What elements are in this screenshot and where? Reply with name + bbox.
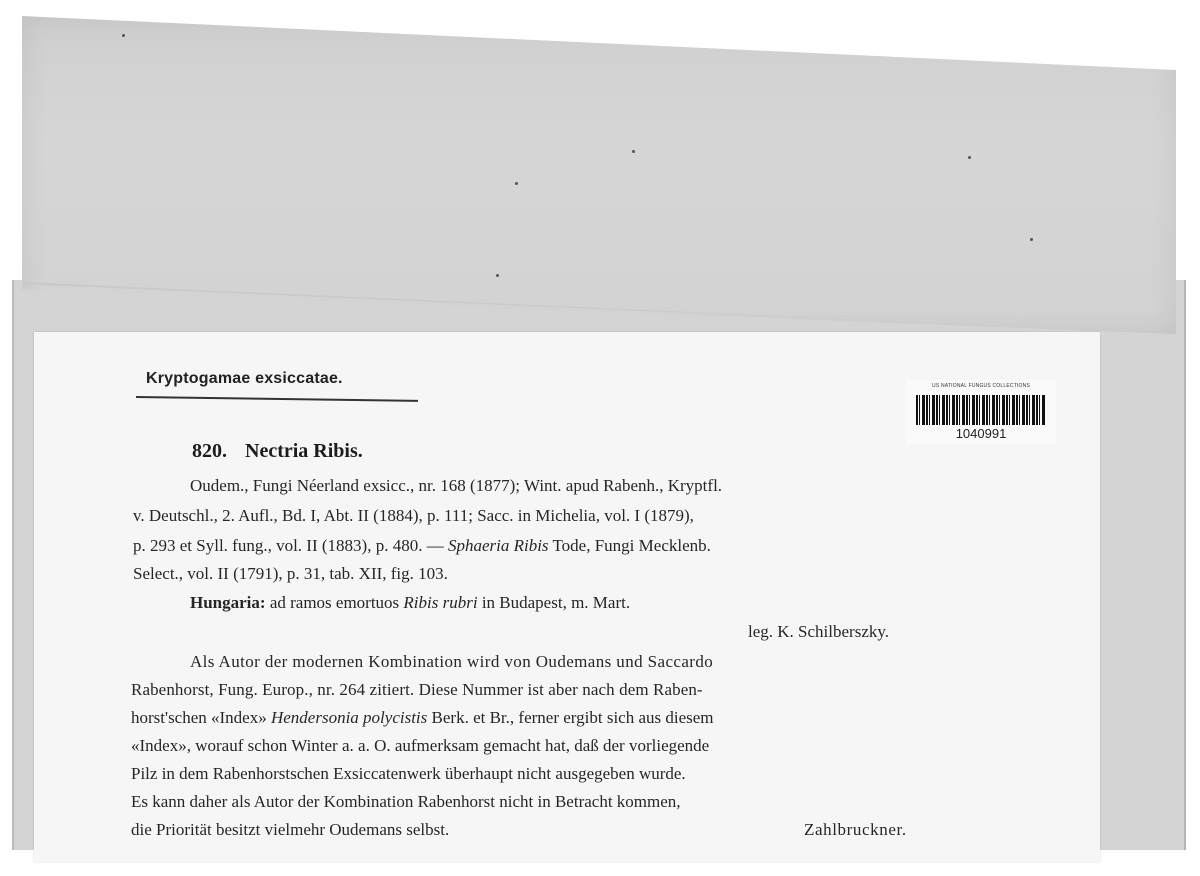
packet-flap — [22, 16, 1176, 334]
note-line: Es kann daher als Autor der Kombination Rabenhorst nicht in Betracht kommen, — [131, 792, 681, 811]
citation-text: p. 293 et Syll. fung., vol. II (1883), p. 480. — — [133, 536, 448, 555]
note-species: Hendersonia polycistis — [270, 708, 428, 727]
locality-line — [190, 593, 630, 613]
barcode-number: 1040991 — [955, 426, 1007, 441]
barcode-caption: US NATIONAL FUNGUS COLLECTIONS — [932, 383, 1030, 389]
paper-speck — [122, 34, 125, 37]
note-line: «Index», worauf schon Winter a. a. O. aufmerksam gemacht hat, daß der vorliegende — [131, 736, 710, 755]
specimen-title: Nectria Ribis. — [245, 440, 363, 462]
note-line: Pilz in dem Rabenhorstschen Exsiccatenwerk überhaupt nicht ausgegeben wurde. — [131, 764, 686, 783]
paper-speck — [968, 156, 971, 159]
citation-line: v. Deutschl., 2. Aufl., Bd. I, Abt. II (1884), p. 111; Sacc. in Michelia, vol. I (1879), — [133, 506, 694, 525]
note-line — [131, 708, 714, 728]
note-line: die Priorität besitzt vielmehr Oudemans selbst. — [131, 820, 450, 839]
citation-line — [133, 536, 711, 556]
citation-line: Select., vol. II (1791), p. 31, tab. XII, fig. 103. — [133, 564, 448, 583]
synonym: Sphaeria Ribis — [447, 536, 549, 555]
note-text: Berk. et Br., ferner ergibt sich aus diesem — [427, 708, 714, 727]
host-name: Ribis rubri — [403, 593, 478, 612]
barcode-icon — [916, 395, 1046, 425]
series-title: Kryptogamae exsiccatae. — [146, 370, 343, 387]
paper-speck — [496, 274, 499, 277]
note-text: horst'schen «Index» — [131, 708, 271, 727]
locality-text: ad ramos emortuos — [265, 593, 404, 612]
citation-line: Oudem., Fungi Néerland exsicc., nr. 168 (1877); Wint. apud Rabenh., Kryptfl. — [190, 476, 723, 495]
specimen-number: 820. — [192, 440, 227, 462]
locality-country: Hungaria: — [190, 593, 266, 612]
note-author: Zahlbruckner. — [804, 820, 907, 839]
paper-speck — [632, 150, 635, 153]
collector: leg. K. Schilberszky. — [748, 622, 890, 641]
note-line: Rabenhorst, Fung. Europ., nr. 264 zitiert. Diese Nummer ist aber nach dem Raben- — [131, 680, 703, 699]
paper-speck — [1030, 238, 1033, 241]
note-line: Als Autor der modernen Kombination wird von Oudemans und Saccardo — [190, 652, 714, 671]
specimen-heading — [192, 440, 363, 463]
locality-date: in Budapest, m. Mart. — [477, 593, 631, 612]
synonym-authority: Tode, Fungi Mecklenb. — [548, 536, 711, 555]
paper-speck — [515, 182, 518, 185]
